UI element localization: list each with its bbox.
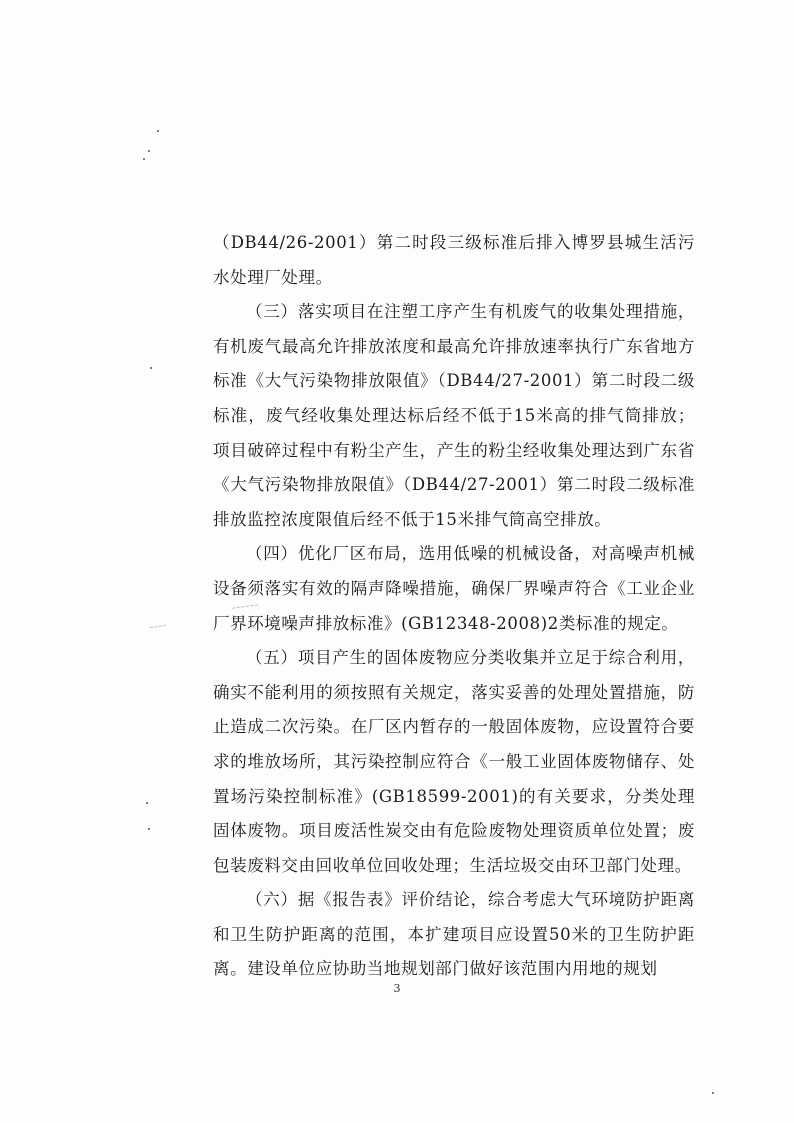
- paragraph-item-4: （四）优化厂区布局，选用低噪的机械设备，对高噪声机械设备须落实有效的隔声降噪措施，确保厂界噪声符合《工业企业厂界环境噪声排放标准》(GB12348-2008)2类标准的规定。: [213, 544, 695, 633]
- scan-speck: [150, 367, 152, 369]
- scan-speck: [148, 150, 150, 152]
- scan-speck: [712, 1092, 714, 1094]
- paragraph-item-5: （五）项目产生的固体废物应分类收集并立足于综合利用，确实不能利用的须按照有关规定，落实妥善的处理处置措施，防止造成二次污染。在厂区内暂存的一般固体废物，应设置符合要求的堆放场所，其污染控制应符合《一般工业固体废物储存、处置场污染控制标准》(GB18599-2001)的有关要求，分类处理固体废物。项目废活性炭交由有危险废物处理资质单位处置；废包装废料交由回收单位回收处理；生活垃圾交由环卫部门处理。: [213, 648, 695, 875]
- page-number: 3: [393, 982, 401, 995]
- scan-speck: [157, 130, 159, 132]
- paragraph-item-6: （六）据《报告表》评价结论，综合考虑大气环境防护距离和卫生防护距离的范围，本扩建项目应设置50米的卫生防护距离。建设单位应协助当地规划部门做好该范围内用地的规划: [213, 890, 695, 979]
- scan-smudge: [150, 625, 166, 628]
- scan-speck: [146, 802, 148, 804]
- paragraph-item-3: （三）落实项目在注塑工序产生有机废气的收集处理措施，有机废气最高允许排放浓度和最高允许排放速率执行广东省地方标准《大气污染物排放限值》（DB44/27-2001）第二时段二级标准，废气经收集处理达标后经不低于15米高的排气筒排放；项目破碎过程中有粉尘产生，产生的粉尘经收集处理达到广东省《大气污染物排放限值》（DB44/27-2001）第二时段二级标准排放监控浓度限值后经不低于15米排气筒高空排放。: [213, 302, 695, 529]
- paragraph-continuation: （DB44/26-2001）第二时段三级标准后排入博罗县城生活污水处理厂处理。: [213, 233, 695, 287]
- scan-speck: [148, 828, 150, 830]
- scan-speck: [143, 158, 145, 160]
- body-text: [213, 226, 695, 987]
